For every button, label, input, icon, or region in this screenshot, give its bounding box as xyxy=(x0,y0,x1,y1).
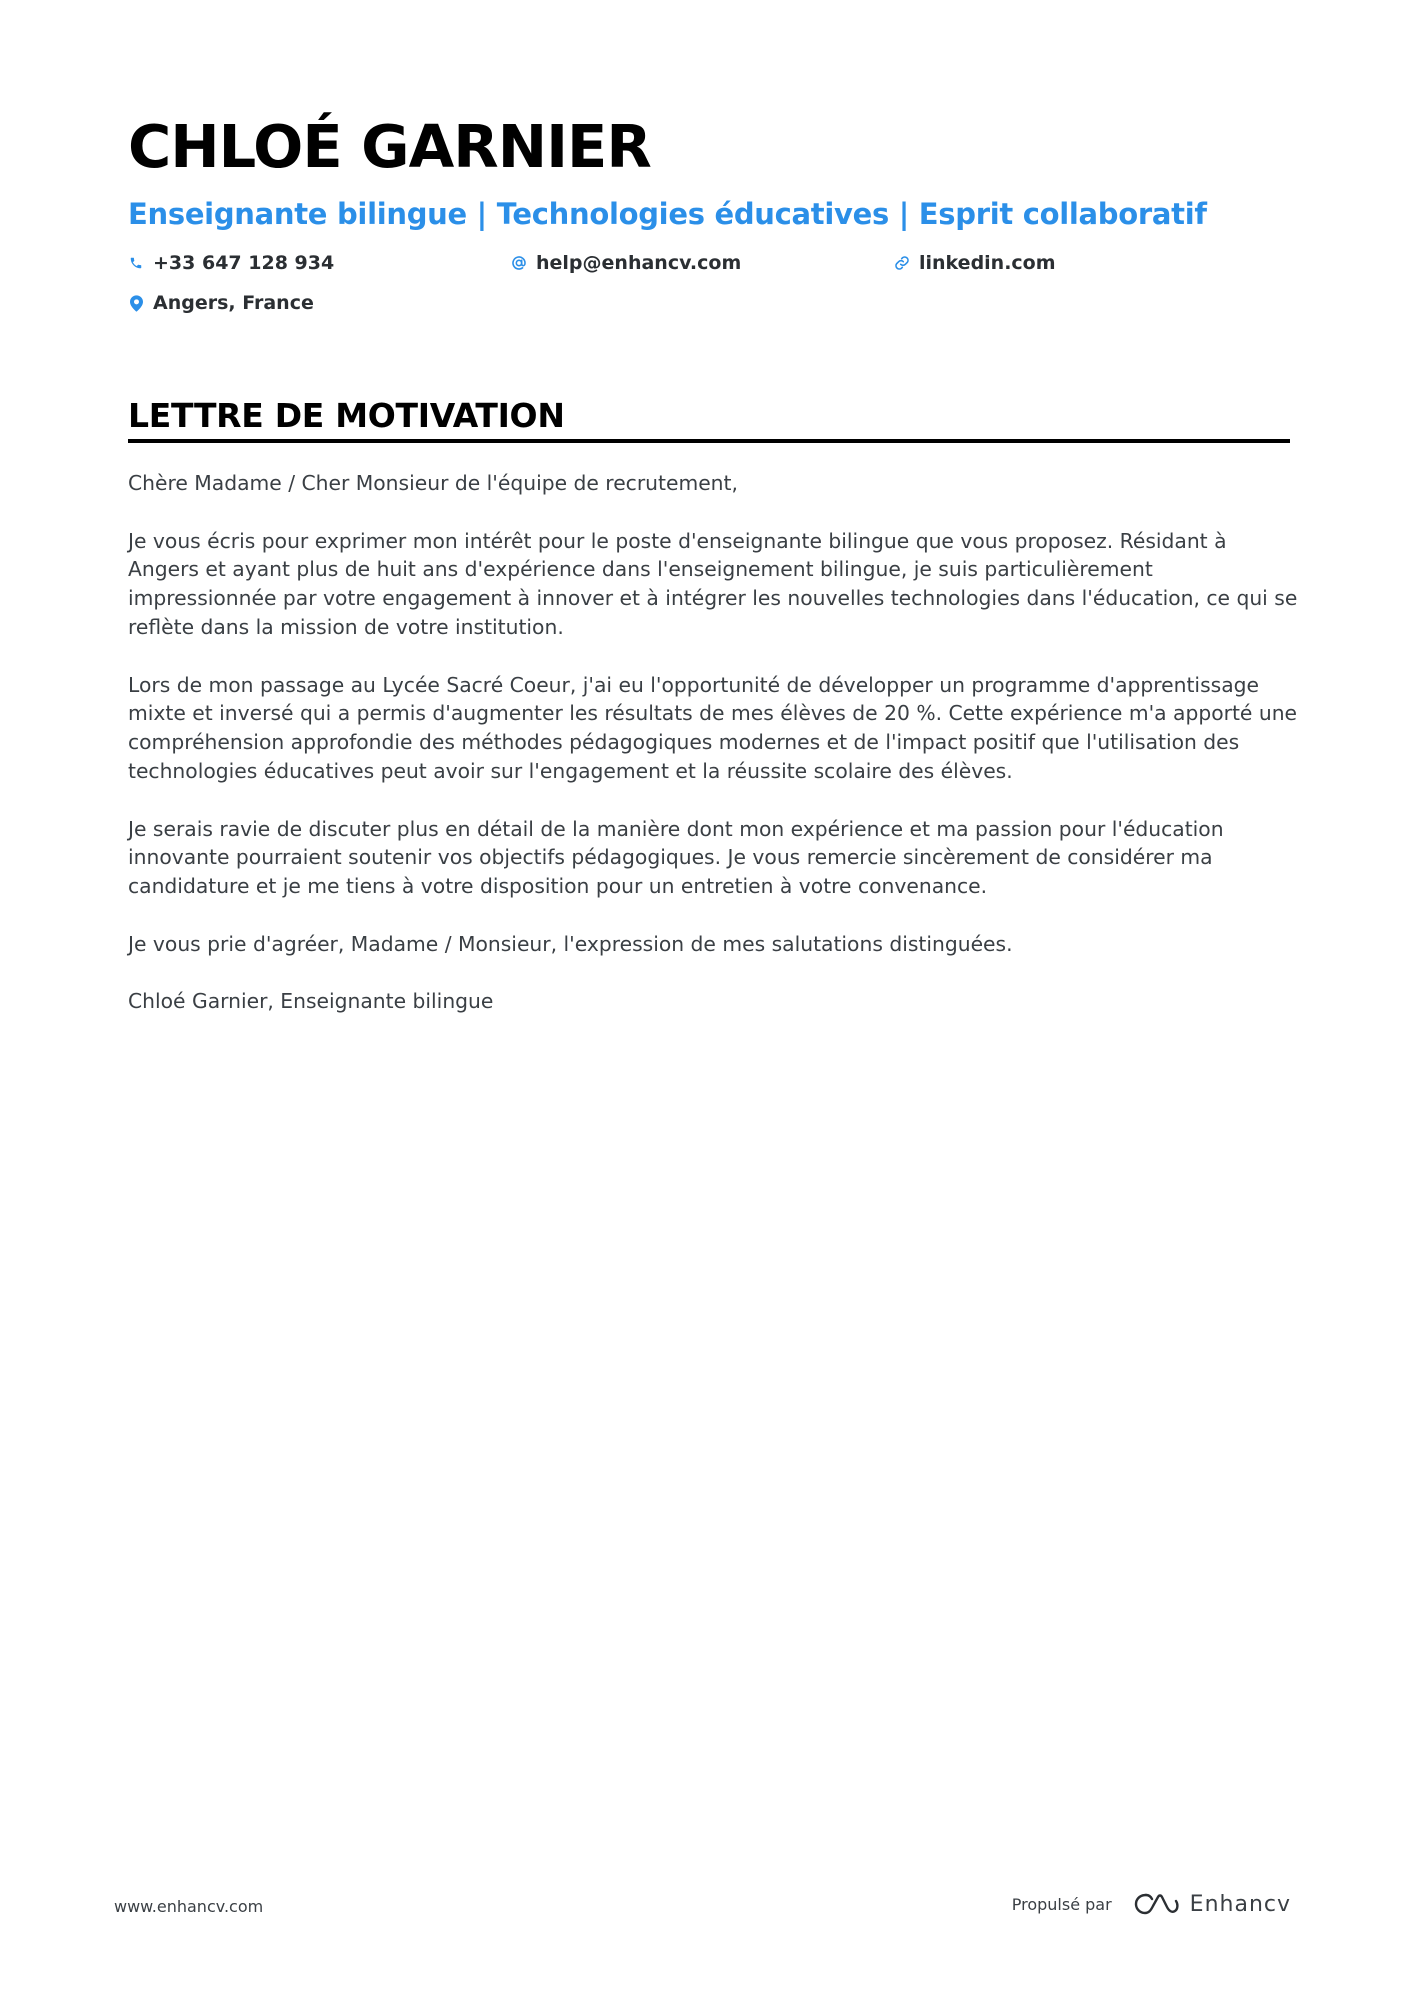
powered-by-label: Propulsé par xyxy=(1011,1894,1112,1914)
contact-info xyxy=(128,250,1290,326)
phone-icon xyxy=(128,254,144,272)
link-icon xyxy=(894,254,910,272)
contact-linkedin[interactable] xyxy=(894,250,1056,276)
header xyxy=(128,108,1290,326)
contact-email[interactable] xyxy=(511,250,741,276)
section-title: LETTRE DE MOTIVATION xyxy=(128,396,565,435)
letter-paragraph: Je serais ravie de discuter plus en détail de la manière dont mon expérience et ma passion pour l'éducation innovante pourraient soutenir vos objectifs pédagogiques. Je vous remercie sincèrement de considérer ma candidature et je me tiens à votre disposition pour un entretien à votre convenance. xyxy=(128,816,1224,899)
footer-url[interactable]: www.enhancv.com xyxy=(114,1897,264,1916)
footer-brand xyxy=(1012,1884,1291,1924)
enhancv-logo-icon xyxy=(1134,1892,1180,1916)
map-pin-icon xyxy=(128,294,144,312)
contact-location xyxy=(128,290,314,316)
brand-name: Enhancv xyxy=(1189,1891,1291,1917)
letter-signature: Chloé Garnier, Enseignante bilingue xyxy=(128,989,494,1014)
letter-body xyxy=(128,469,1298,1045)
candidate-name: CHLOÉ GARNIER xyxy=(128,112,651,181)
contact-location-text: Angers, France xyxy=(153,292,314,314)
letter-paragraph: Je vous écris pour exprimer mon intérêt pour le poste d'enseignante bilingue que vous proposez. Résidant à Angers et ayant plus de huit ans d'expérience dans l'enseignement bilingue, je suis particulièrement impressionnée par votre engagement à innover et à intégrer les nouvelles technologies dans l'éducation, ce qui se reflète dans la mission de votre institution. xyxy=(128,528,1298,639)
candidate-tagline: Enseignante bilingue | Technologies éducatives | Esprit collaboratif xyxy=(128,197,1207,231)
at-icon xyxy=(511,254,527,272)
section-divider xyxy=(128,439,1290,443)
contact-email-text[interactable]: help@enhancv.com xyxy=(536,252,742,274)
letter-paragraph: Lors de mon passage au Lycée Sacré Coeur, j'ai eu l'opportunité de développer un programme d'apprentissage mixte et inversé qui a permis d'augmenter les résultats de mes élèves de 20 %. Cette expérience m'a apporté une compréhension approfondie des méthodes pédagogiques modernes et de l'impact positif que l'utilisation des technologies éducatives peut avoir sur l'engagement et la réussite scolaire des élèves. xyxy=(128,672,1298,783)
contact-phone-text: +33 647 128 934 xyxy=(153,252,335,274)
letter-greeting: Chère Madame / Cher Monsieur de l'équipe de recrutement, xyxy=(128,471,738,495)
contact-linkedin-text[interactable]: linkedin.com xyxy=(919,252,1056,274)
letter-closing: Je vous prie d'agréer, Madame / Monsieur, l'expression de mes salutations distinguées. xyxy=(128,931,1013,956)
contact-phone xyxy=(128,250,334,276)
